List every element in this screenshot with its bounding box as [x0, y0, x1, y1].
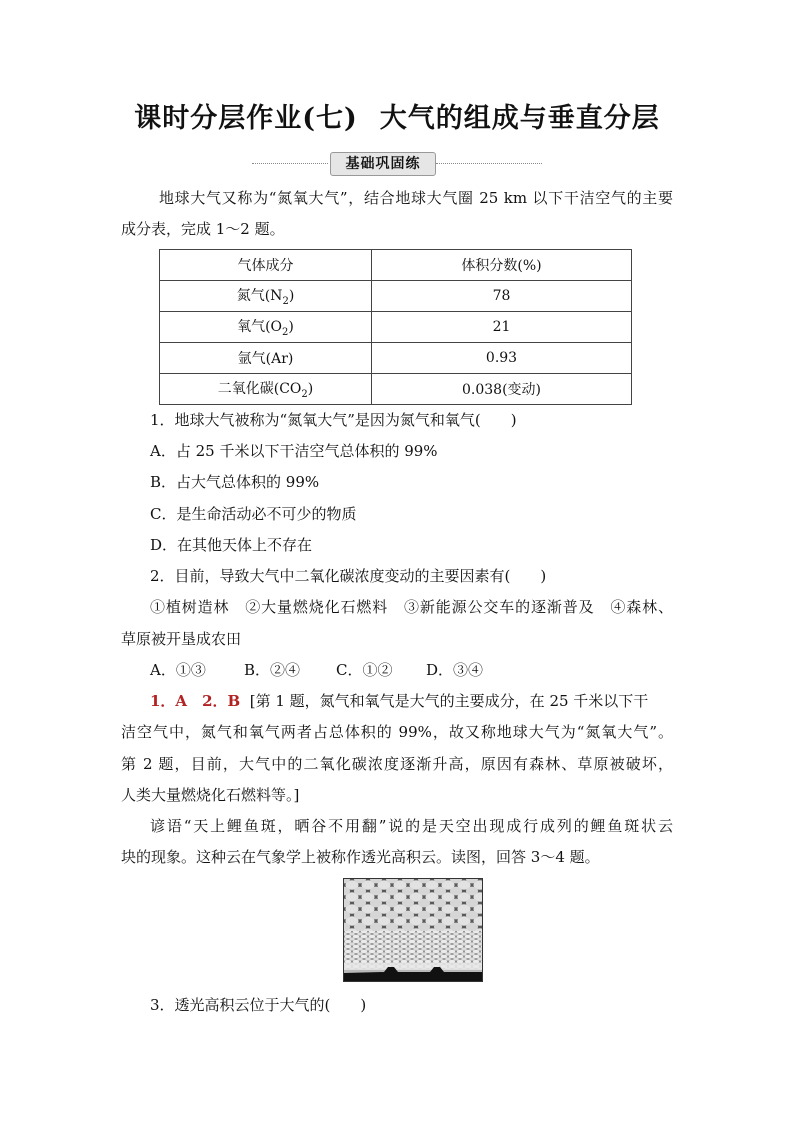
section-divider-right: [436, 163, 542, 164]
answer-line-1: [150, 691, 673, 711]
section-header: [252, 152, 542, 176]
table-cell-value: 0.038(变动): [372, 374, 632, 405]
table-header-gas: 气体成分: [160, 250, 372, 281]
table-cell-gas: 氧气$(O_2)$: [160, 312, 372, 343]
altocumulus-cloud-photo: [343, 878, 483, 982]
answer-explanation-start: [第 1 题，氮气和氧气是大气的主要成分，在 25 千米以下干: [249, 692, 649, 710]
question-2-option-d: D．③④: [426, 661, 484, 679]
table-row: [160, 343, 632, 374]
question-2-factors-line-1: ①植树造林 ②大量燃烧化石燃料 ③新能源公交车的逐渐普及 ④森林、: [150, 598, 673, 616]
question-2-factors-line-2: 草原被开垦成农田: [121, 630, 242, 648]
table-header-volume: 体积分数(%): [372, 250, 632, 281]
section-divider-left: [252, 163, 328, 164]
table-row: [160, 312, 632, 343]
table-cell-gas: 氩气(Ar): [160, 343, 372, 374]
intro-line-1: 地球大气又称为“氮氧大气”，结合地球大气圈 25 km 以下干洁空气的主要: [159, 189, 673, 207]
answer-line-4: 人类大量燃烧化石燃料等。]: [121, 786, 300, 804]
section-label: 基础巩固练: [330, 152, 436, 176]
gas-composition-table: [159, 249, 632, 405]
table-cell-gas: 二氧化碳$(CO_2)$: [160, 374, 372, 405]
question-1-option-c: C．是生命活动必不可少的物质: [150, 505, 357, 523]
question-2-stem: 2．目前，导致大气中二氧化碳浓度变动的主要因素有( ): [150, 567, 547, 585]
answer-line-3: 第 2 题，目前，大气中的二氧化碳浓度逐渐升高，原因有森林、草原被破坏，: [121, 755, 673, 773]
table-cell-gas: 氮气$(N_2)$: [160, 281, 372, 312]
title-main: 课时分层作业(七): [134, 103, 358, 134]
table-cell-value: 21: [372, 312, 632, 343]
intro2-line-2: 块的现象。这种云在气象学上被称作透光高积云。读图，回答 3～4 题。: [121, 848, 600, 866]
question-2-option-a: A．①③: [150, 661, 206, 679]
table-header-row: [160, 250, 632, 281]
question-3-stem: 3．透光高积云位于大气的( ): [150, 996, 367, 1014]
table-row: [160, 281, 632, 312]
page-title: [0, 96, 794, 135]
question-1-stem: 1．地球大气被称为“氮氧大气”是因为氮气和氧气( ): [150, 411, 517, 429]
intro-line-2: 成分表，完成 1～2 题。: [121, 220, 285, 238]
answer-key: 1．A 2．B: [150, 692, 241, 710]
question-1-option-d: D．在其他天体上不存在: [150, 536, 313, 554]
intro2-line-1: 谚语“天上鲤鱼斑，晒谷不用翻”说的是天空出现成行成列的鲤鱼斑状云: [150, 817, 673, 835]
table-cell-value: 0.93: [372, 343, 632, 374]
question-2-option-b: B．②④: [244, 661, 301, 679]
table-cell-value: 78: [372, 281, 632, 312]
title-sub: 大气的组成与垂直分层: [379, 103, 660, 134]
question-1-option-b: B．占大气总体积的 99%: [150, 473, 320, 491]
question-1-option-a: A．占 25 千米以下干洁空气总体积的 99%: [150, 442, 438, 460]
question-2-option-c: C．①②: [336, 661, 393, 679]
answer-line-2: 洁空气中，氮气和氧气两者占总体积的 99%，故又称地球大气为“氮氧大气”。: [121, 723, 673, 741]
table-row: [160, 374, 632, 405]
